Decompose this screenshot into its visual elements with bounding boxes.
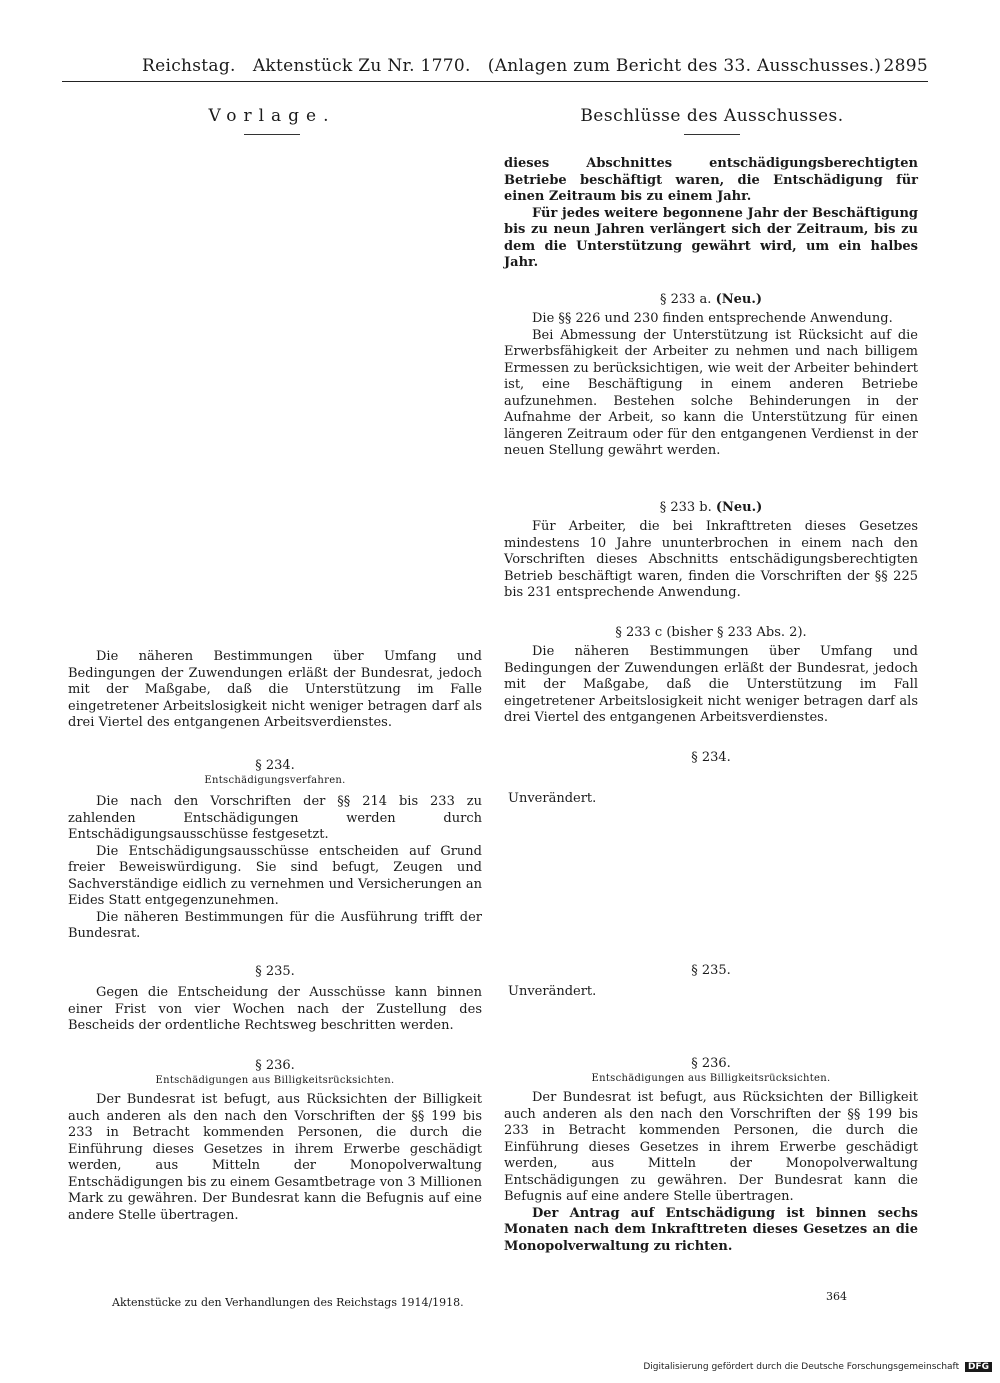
right-s235-text: Unverändert. [508, 984, 597, 999]
left-s234-subtitle: Entschädigungsverfahren. [204, 775, 346, 786]
left-para-bestimmungen: Die näheren Bestimmungen über Umfang und Bedingungen der Zuwendungen erläßt der Bundesrat, jedoch mit der Maßgabe, daß die Unterstützung im Falle eingetretener Arbeitslosigkeit nicht weniger betragen darf als drei Viertel des entgangenen Arbeitsverdienstes. [68, 649, 482, 730]
left-section-236 [68, 1058, 482, 1224]
left-s236-subtitle: Entschädigungen aus Billigkeitsrücksichten. [155, 1075, 395, 1086]
right-s236-p1: Der Bundesrat ist befugt, aus Rücksichten der Billigkeit auch anderen als den nach den Vorschriften der §§ 199 bis 233 in Betracht kommenden Personen, die durch die Einführung dieses Gesetzes in ihrem Erwerbe geschädigt werden, aus Mitteln der Monopolverwaltung Entschädigungen zu gewähren. Der Bundesrat kann die Befugnis auf eine andere Stelle übertragen. [504, 1090, 918, 1204]
left-s235-p1: Gegen die Entscheidung der Ausschüsse kann binnen einer Frist von vier Wochen nach der Zustellung des Bescheids der ordentliche Rechtsweg beschritten werden. [68, 985, 482, 1033]
right-section-235 [504, 963, 918, 1001]
right-section-236 [504, 1056, 918, 1255]
right-s235-heading: § 235. [691, 963, 731, 978]
right-s234-heading: § 234. [691, 750, 731, 765]
left-s235-heading: § 235. [255, 964, 295, 979]
right-s233b-num: § 233 b. [659, 500, 712, 515]
right-title-rule [684, 134, 740, 135]
page-number: 2895 [883, 56, 928, 76]
left-column-title: Vorlage. [208, 106, 336, 126]
left-s236-p1: Der Bundesrat ist befugt, aus Rücksichten der Billigkeit auch anderen als den nach den Vorschriften der §§ 199 bis 233 in Betracht kommenden Personen, die durch die Einführung dieses Gesetzes in ihrem Erwerbe geschädigt werden, aus Mitteln der Monopolverwaltung Entschädigungen bis zu einem Gesamtbetrage von 3 Millionen Mark zu gewähren. Der Bundesrat kann die Befugnis auf eine andere Stelle übertragen. [68, 1092, 482, 1223]
right-column-title: Beschlüsse des Ausschusses. [580, 106, 844, 126]
left-s234-heading: § 234. [255, 758, 295, 773]
left-section-234 [68, 758, 482, 943]
left-s234-p2: Die Entschädigungsausschüsse entscheiden auf Grund freier Beweiswürdigung. Sie sind befugt, Zeugen und Sachverständige eidlich zu vernehmen und Versicherungen an Eides Statt entgegenzunehmen. [68, 843, 482, 908]
left-title-rule [244, 134, 300, 135]
left-s236-heading: § 236. [255, 1058, 295, 1073]
right-s233b-p1: Für Arbeiter, die bei Inkrafttreten dieses Gesetzes mindestens 10 Jahre ununterbrochen in einem nach den Vorschriften dieses Abschnitts entschädigungsberechtigten Betrieb beschäftigt waren, finden die Vorschriften der §§ 225 bis 231 entsprechende Anwendung. [504, 519, 918, 600]
left-para-bestimmungen-block [68, 649, 482, 732]
right-s233c-p1: Die näheren Bestimmungen über Umfang und Bedingungen der Zuwendungen erläßt der Bundesrat, jedoch mit der Maßgabe, daß die Unterstützung im Fall eingetretener Arbeitslosigkeit nicht weniger betragen darf als drei Viertel des entgangenen Arbeitsverdienstes. [504, 644, 918, 725]
left-section-235 [68, 964, 482, 1035]
right-bold-p1: dieses Abschnittes entschädigungsberechtigten Betriebe beschäftigt waren, die Entschädigung für einen Zeitraum bis zu einem Jahr. [504, 156, 918, 204]
header-rule [62, 81, 928, 82]
right-s233b-tag: (Neu.) [715, 500, 763, 515]
digitization-credit [643, 1362, 992, 1372]
right-s233a-tag: (Neu.) [715, 292, 763, 307]
right-s233a-num: § 233 a. [659, 292, 712, 307]
left-s234-p1: Die nach den Vorschriften der §§ 214 bis 233 zu zahlenden Entschädigungen werden durch Entschädigungsausschüsse festgesetzt. [68, 794, 482, 842]
footer-page-number: 364 [826, 1290, 847, 1303]
right-section-233c [504, 625, 918, 727]
right-bold-p2: Für jedes weitere begonnene Jahr der Beschäftigung bis zu neun Jahren verlängert sich der Zeitraum, bis zu dem die Unterstützung gewährt wird, um ein halbes Jahr. [504, 205, 918, 270]
right-s233a-p2: Bei Abmessung der Unterstützung ist Rücksicht auf die Erwerbsfähigkeit der Arbeiter zu nehmen und nach billigem Ermessen zu berücksichtigen, wie weit der Arbeiter behindert ist, eine Beschäftigung in einem anderen Betriebe aufzunehmen. Bestehen solche Behinderungen in der Aufnahme der Arbeit, so kann die Unterstützung für einen längeren Zeitraum oder für den entgangenen Verdienst in der neuen Stellung gewährt werden. [504, 327, 918, 458]
footer-left: Aktenstücke zu den Verhandlungen des Reichstags 1914/1918. [112, 1296, 464, 1309]
right-section-233b [504, 500, 918, 602]
right-s233b-heading [504, 500, 918, 515]
right-bold-intro [504, 156, 918, 272]
left-s234-p3: Die näheren Bestimmungen für die Ausführung trifft der Bundesrat. [68, 909, 482, 941]
right-section-234 [504, 750, 918, 808]
right-s233a-heading [504, 292, 918, 307]
dfg-logo: DFG [965, 1362, 992, 1372]
right-s236-bold-p2: Der Antrag auf Entschädigung ist binnen sechs Monaten nach dem Inkrafttreten dieses Gesetzes an die Monopolverwaltung zu richten. [504, 1205, 918, 1254]
running-title: Reichstag. Aktenstück Zu Nr. 1770. (Anlagen zum Bericht des 33. Ausschusses.) [142, 56, 882, 76]
running-head [142, 56, 928, 82]
digitization-text: Digitalisierung gefördert durch die Deutsche Forschungsgemeinschaft [643, 1362, 960, 1372]
right-section-233a [504, 292, 918, 460]
right-s233a-p1: Die §§ 226 und 230 finden entsprechende Anwendung. [532, 311, 893, 326]
right-s236-subtitle: Entschädigungen aus Billigkeitsrücksichten. [591, 1073, 831, 1084]
right-s233c-heading: § 233 c (bisher § 233 Abs. 2). [615, 625, 807, 640]
right-s234-text: Unverändert. [508, 791, 597, 806]
right-s236-heading: § 236. [691, 1056, 731, 1071]
